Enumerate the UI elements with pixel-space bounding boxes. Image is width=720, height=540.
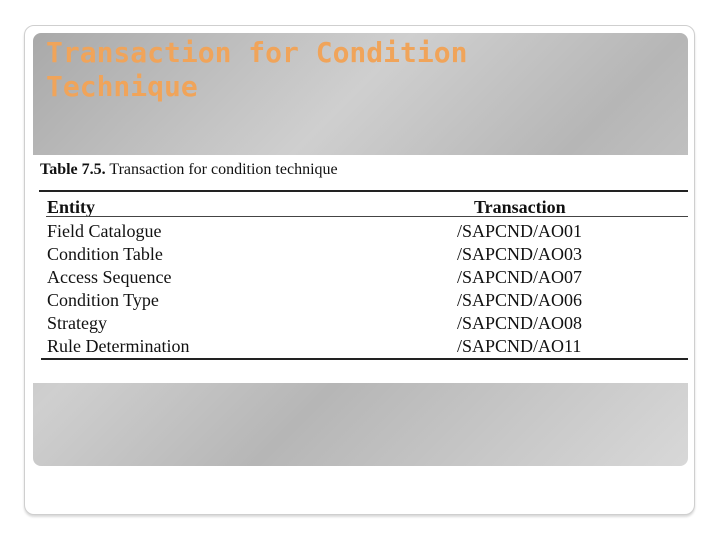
- table-row: [33, 290, 688, 313]
- table-row: [33, 336, 688, 359]
- slide-title-line-1: Transaction for Condition: [46, 36, 468, 69]
- table-caption-text: Transaction for condition technique: [109, 161, 338, 178]
- transaction-table: [33, 155, 688, 383]
- entity-cell: Condition Type: [47, 290, 159, 310]
- slide-title-line-2: Technique: [46, 70, 198, 103]
- column-header-transaction: Transaction: [474, 197, 566, 217]
- table-row: [33, 244, 688, 267]
- transaction-cell: /SAPCND/AO06: [457, 290, 583, 310]
- transaction-cell: /SAPCND/AO08: [457, 313, 583, 333]
- entity-cell: Rule Determination: [47, 336, 190, 356]
- transaction-cell: /SAPCND/AO11: [457, 336, 582, 356]
- table-header-rule: [46, 216, 688, 217]
- table-row: [33, 221, 688, 244]
- entity-cell: Strategy: [47, 313, 107, 333]
- transaction-cell: /SAPCND/AO07: [457, 267, 583, 287]
- slide-title: [46, 36, 646, 104]
- table-bottom-rule: [41, 358, 688, 360]
- table-caption: [40, 161, 338, 179]
- transaction-cell: /SAPCND/AO01: [457, 221, 583, 241]
- entity-cell: Condition Table: [47, 244, 163, 264]
- table-row: [33, 313, 688, 336]
- table-caption-label: Table 7.5.: [40, 161, 106, 178]
- entity-cell: Field Catalogue: [47, 221, 162, 241]
- transaction-cell: /SAPCND/AO03: [457, 244, 583, 264]
- entity-cell: Access Sequence: [47, 267, 172, 287]
- column-header-entity: Entity: [47, 197, 96, 217]
- table-top-rule: [39, 190, 688, 192]
- table-row: [33, 267, 688, 290]
